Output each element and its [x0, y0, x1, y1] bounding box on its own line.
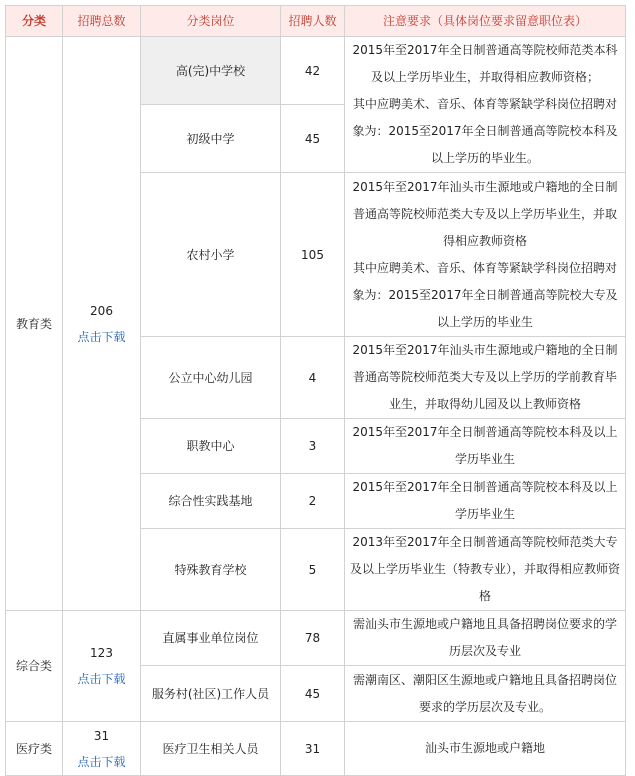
position-cell: 高(完)中学校	[141, 37, 281, 105]
requirements-cell: 汕头市生源地或户籍地	[345, 722, 626, 776]
download-link[interactable]: 点击下载	[77, 754, 126, 769]
count-cell: 105	[281, 173, 345, 337]
table-row	[6, 37, 626, 105]
position-cell: 医疗卫生相关人员	[141, 722, 281, 776]
requirement-text: 其中应聘美术、音乐、体育等紧缺学科岗位招聘对象为：2015至2017年全日制普通高等院校本科及以上学历的毕业生。	[352, 97, 618, 165]
requirements-cell: 需汕头市生源地或户籍地且具备招聘岗位要求的学历层次及专业	[345, 611, 626, 666]
requirements-cell: 2015年至2017年全日制普通高等院校本科及以上学历毕业生	[345, 419, 626, 474]
download-link[interactable]: 点击下载	[77, 329, 126, 344]
count-cell: 78	[281, 611, 345, 666]
total-cell	[63, 611, 141, 722]
requirements-cell	[345, 173, 626, 337]
count-cell: 31	[281, 722, 345, 776]
category-cell: 教育类	[6, 37, 63, 611]
count-cell: 42	[281, 37, 345, 105]
count-cell: 45	[281, 666, 345, 722]
requirement-text: 2015年至2017年全日制普通高等院校师范类本科及以上学历毕业生，并取得相应教师资格；	[352, 43, 618, 84]
total-value: 206	[90, 303, 113, 318]
position-cell: 直属事业单位岗位	[141, 611, 281, 666]
header-total: 招聘总数	[63, 6, 141, 37]
count-cell: 2	[281, 474, 345, 529]
header-row	[6, 6, 626, 37]
position-cell: 服务村(社区)工作人员	[141, 666, 281, 722]
position-cell: 初级中学	[141, 105, 281, 173]
position-cell: 公立中心幼儿园	[141, 337, 281, 419]
category-cell: 医疗类	[6, 722, 63, 776]
count-cell: 3	[281, 419, 345, 474]
category-cell: 综合类	[6, 611, 63, 722]
table-row	[6, 722, 626, 776]
table-row	[6, 611, 626, 666]
header-position: 分类岗位	[141, 6, 281, 37]
recruitment-table	[5, 5, 626, 776]
total-value: 31	[93, 728, 110, 743]
total-cell	[63, 37, 141, 611]
requirement-text: 其中应聘美术、音乐、体育等紧缺学科岗位招聘对象为：2015至2017年全日制普通高等院校大专及以上学历的毕业生	[352, 260, 618, 329]
position-cell: 职教中心	[141, 419, 281, 474]
header-category: 分类	[6, 6, 63, 37]
count-cell: 45	[281, 105, 345, 173]
requirements-cell: 2015年至2017年全日制普通高等院校本科及以上学历毕业生	[345, 474, 626, 529]
requirements-cell	[345, 37, 626, 173]
position-cell: 农村小学	[141, 173, 281, 337]
requirements-cell: 2015年至2017年汕头市生源地或户籍地的全日制普通高等院校师范类大专及以上学历的学前教育毕业生，并取得幼儿园及以上教师资格	[345, 337, 626, 419]
position-cell: 综合性实践基地	[141, 474, 281, 529]
header-requirements: 注意要求（具体岗位要求留意职位表）	[345, 6, 626, 37]
header-count: 招聘人数	[281, 6, 345, 37]
count-cell: 5	[281, 529, 345, 611]
position-cell: 特殊教育学校	[141, 529, 281, 611]
requirements-cell: 需潮南区、潮阳区生源地或户籍地且具备招聘岗位要求的学历层次及专业。	[345, 666, 626, 722]
download-link[interactable]: 点击下载	[77, 672, 126, 686]
total-cell	[63, 722, 141, 776]
requirement-text: 2015年至2017年汕头市生源地或户籍地的全日制普通高等院校师范类大专及以上学历毕业生，并取得相应教师资格	[352, 179, 618, 248]
count-cell: 4	[281, 337, 345, 419]
total-value: 123	[90, 646, 113, 660]
requirements-cell: 2013年至2017年全日制普通高等院校师范类大专及以上学历毕业生（特教专业），并取得相应教师资格	[345, 529, 626, 611]
